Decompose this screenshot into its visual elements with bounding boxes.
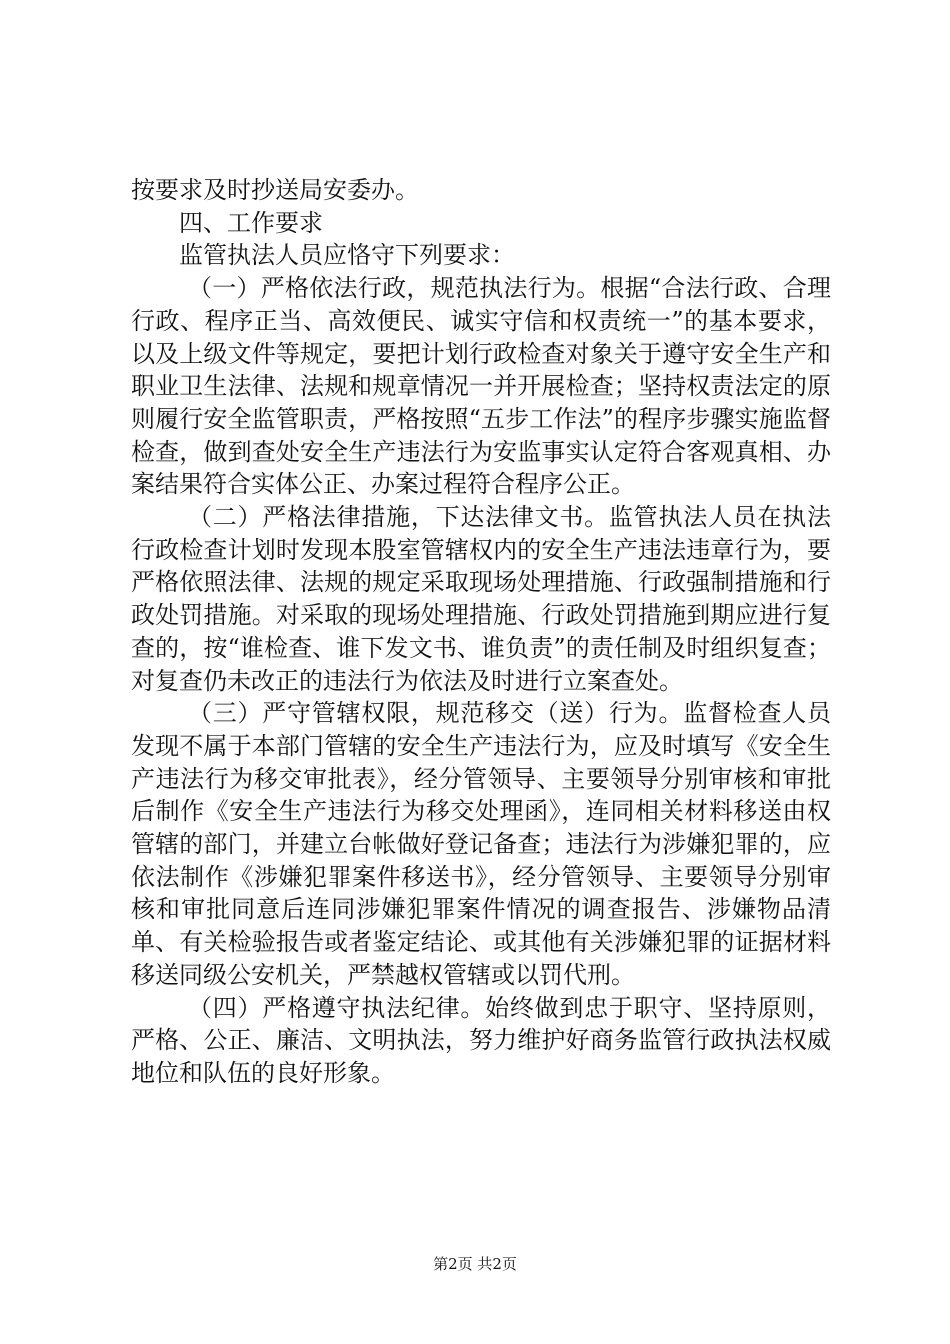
- paragraph-item-2: （二）严格法律措施，下达法律文书。监管执法人员在执法行政检查计划时发现本股室管辖权内的安全生产违法违章行为，要严格依照法律、法规的规定采取现场处理措施、行政强制措施和行政处罚措施。对采取的现场处理措施、行政处罚措施到期应进行复查的，按“谁检查、谁下发文书、谁负责”的责任制及时组织复查；对复查仍未改正的违法行为依法及时进行立案查处。: [131, 503, 831, 695]
- paragraph-item-1: （一）严格依法行政，规范执法行为。根据“合法行政、合理行政、程序正当、高效便民、诚实守信和权责统一”的基本要求，以及上级文件等规定，要把计划行政检查对象关于遵守安全生产和职业卫生法律、法规和规章情况一并开展检查；坚持权责法定的原则履行安全监管职责，严格按照“五步工作法”的程序步骤实施监督检查，做到查处安全生产违法行为安监事实认定符合客观真相、办案结果符合实体公正、办案过程符合程序公正。: [131, 274, 831, 499]
- paragraph-item-3: （三）严守管辖权限，规范移交（送）行为。监督检查人员发现不属于本部门管辖的安全生产违法行为，应及时填写《安全生产违法行为移交审批表》，经分管领导、主要领导分别审核和审批后制作《安全生产违法行为移交处理函》，连同相关材料移送由权管辖的部门，并建立台帐做好登记备查；违法行为涉嫌犯罪的，应依法制作《涉嫌犯罪案件移送书》，经分管领导、主要领导分别审核和审批同意后连同涉嫌犯罪案件情况的调查报告、涉嫌物品清单、有关检验报告或者鉴定结论、或其他有关涉嫌犯罪的证据材料移送同级公安机关，严禁越权管辖或以罚代刑。: [131, 699, 831, 989]
- document-body: [131, 174, 831, 1090]
- paragraph-item-4: （四）严格遵守执法纪律。始终做到忠于职守、坚持原则，严格、公正、廉洁、文明执法，努力维护好商务监管行政执法权威地位和队伍的良好形象。: [131, 993, 831, 1087]
- section-heading: 四、工作要求: [179, 208, 323, 237]
- paragraph-continuation: 按要求及时抄送局安委办。: [131, 176, 419, 204]
- page-footer: 第2页 共2页: [433, 1255, 517, 1273]
- paragraph-intro: 监管执法人员应恪守下列要求：: [179, 241, 515, 270]
